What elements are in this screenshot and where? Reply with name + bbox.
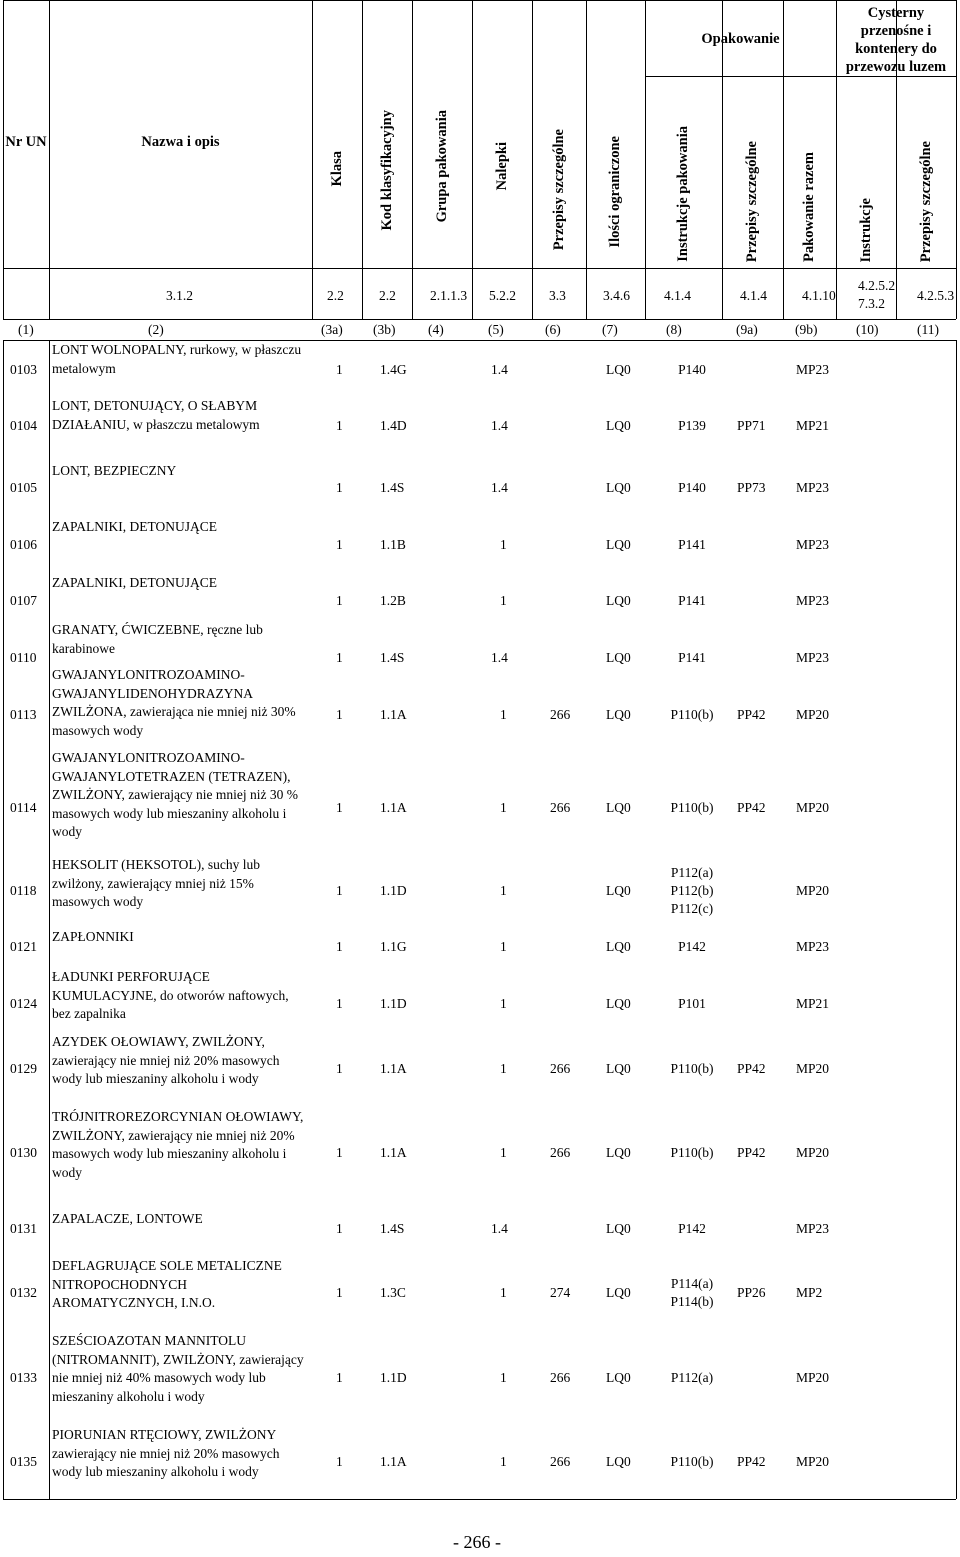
header-opakowanie: Opakowanie	[701, 31, 780, 47]
page-number: - 266 -	[453, 1532, 501, 1552]
un-number: 0107	[10, 593, 37, 608]
column-number: (9a)	[736, 322, 758, 337]
przepisy-pakowania-value: PP42	[737, 1454, 766, 1469]
nalepki-value: 1	[500, 1285, 507, 1300]
header-cysterny-line: kontenery do	[855, 41, 937, 57]
instrukcje-pakowania-value: P110(b)	[670, 1061, 714, 1076]
substance-name: LONT WOLNOPALNY, rurkowy, w płaszczu metalowym	[52, 342, 302, 376]
przepisy-pakowania-value: PP73	[737, 480, 766, 495]
instrukcje-pakowania-value: P142	[678, 1221, 706, 1236]
ref-number: 4.2.5.2	[858, 278, 896, 293]
instrukcje-pakowania-value: P141	[678, 650, 706, 665]
header-nr-un: Nr UN	[5, 134, 47, 150]
ref-number: 5.2.2	[489, 288, 516, 303]
instrukcje-pakowania-value: P110(b)	[670, 707, 714, 722]
header-kod: Kod klasyfikacyjny	[379, 109, 395, 230]
nalepki-value: 1	[500, 593, 507, 608]
kod-value: 1.4S	[380, 650, 405, 665]
column-number: (5)	[488, 322, 504, 337]
header-przepisy-pak: Przepisy szczególne	[744, 140, 760, 262]
column-number: (10)	[856, 322, 879, 337]
instrukcje-pakowania-value: P110(b)	[670, 800, 714, 815]
kod-value: 1.4G	[380, 362, 407, 377]
ref-number: 4.1.4	[740, 288, 767, 303]
un-number: 0104	[10, 418, 37, 433]
column-number: (9b)	[795, 322, 818, 337]
klasa-value: 1	[336, 939, 343, 954]
klasa-value: 1	[336, 1285, 343, 1300]
cysterny-group-rule	[836, 76, 956, 77]
pakowanie-razem-value: MP20	[796, 800, 830, 815]
substance-name: PIORUNIAN RTĘCIOWY, ZWILŻONY zawierający nie mniej niż 20% masowych wody lub mieszaniny alkoholu i wody	[52, 1427, 280, 1479]
substance-name: ZAPALNIKI, DETONUJĄCE	[52, 519, 217, 534]
header-nalepki: Nalepki	[494, 141, 510, 190]
ref-number: 3.4.6	[603, 288, 630, 303]
un-number: 0103	[10, 362, 37, 377]
instrukcje-pakowania-value: P140	[678, 480, 706, 495]
un-number: 0118	[10, 883, 37, 898]
klasa-value: 1	[336, 996, 343, 1011]
un-number: 0113	[10, 707, 37, 722]
header-cysterny-line: przenośne i	[860, 23, 932, 39]
pakowanie-razem-value: MP23	[796, 650, 830, 665]
kod-value: 1.4D	[380, 418, 407, 433]
ref-number: 4.1.4	[664, 288, 691, 303]
ilosci-value: LQ0	[606, 883, 631, 898]
ilosci-value: LQ0	[606, 1370, 631, 1385]
substance-name: AZYDEK OŁOWIAWY, ZWILŻONY, zawierający nie mniej niż 20% masowych wody lub mieszaniny alkoholu i wody	[52, 1034, 280, 1086]
substance-name: DEFLAGRUJĄCE SOLE METALICZNE NITROPOCHODNYCH AROMATYCZNYCH, I.N.O.	[52, 1258, 282, 1310]
ilosci-value: LQ0	[606, 362, 631, 377]
kod-value: 1.1D	[380, 996, 407, 1011]
header-column-rule	[3, 0, 4, 319]
un-number: 0121	[10, 939, 37, 954]
nalepki-value: 1	[500, 1370, 507, 1385]
substance-name: LONT, DETONUJĄCY, O SŁABYM DZIAŁANIU, w płaszczu metalowym	[52, 398, 260, 432]
ilosci-value: LQ0	[606, 800, 631, 815]
pakowanie-razem-value: MP2	[796, 1285, 823, 1300]
column-number: (1)	[18, 322, 34, 337]
klasa-value: 1	[336, 362, 343, 377]
ref-number: 4.2.5.3	[917, 288, 955, 303]
pakowanie-razem-value: MP23	[796, 362, 830, 377]
nalepki-value: 1.4	[491, 1221, 508, 1236]
header-column-rule	[412, 0, 413, 319]
kod-value: 1.1D	[380, 1370, 407, 1385]
nalepki-value: 1.4	[491, 418, 508, 433]
un-number: 0106	[10, 537, 37, 552]
pakowanie-razem-value: MP23	[796, 480, 830, 495]
przepisy-pakowania-value: PP71	[737, 418, 766, 433]
header-column-rule	[532, 0, 533, 319]
pakowanie-razem-value: MP20	[796, 1454, 830, 1469]
przepisy-value: 266	[550, 1061, 571, 1076]
pakowanie-razem-value: MP20	[796, 1370, 830, 1385]
instrukcje-pakowania-value: P114(b)	[670, 1294, 714, 1309]
un-number: 0132	[10, 1285, 37, 1300]
ref-number: 7.3.2	[858, 296, 885, 311]
un-number: 0130	[10, 1145, 37, 1160]
header-cysterny	[836, 4, 956, 76]
nalepki-value: 1	[500, 707, 507, 722]
instrukcje-pakowania-value: P112(b)	[670, 883, 714, 898]
nalepki-value: 1	[500, 883, 507, 898]
header-cysterny-line: przewozu luzem	[845, 59, 947, 75]
column-number: (2)	[148, 322, 164, 337]
nalepki-value: 1.4	[491, 650, 508, 665]
opakowanie-group-rule	[645, 76, 836, 77]
header-przepisy: Przepisy szczególne	[551, 128, 567, 250]
przepisy-pakowania-value: PP42	[737, 800, 766, 815]
ref-number: 2.2	[327, 288, 344, 303]
header-instrukcje: Instrukcje	[858, 197, 874, 262]
klasa-value: 1	[336, 418, 343, 433]
body-name-rule	[49, 340, 50, 1499]
nalepki-value: 1	[500, 1145, 507, 1160]
substance-name: ŁADUNKI PERFORUJĄCE KUMULACYJNE, do otworów naftowych, bez zapalnika	[52, 969, 289, 1021]
header-column-rule	[586, 0, 587, 319]
przepisy-value: 266	[550, 1145, 571, 1160]
column-number: (4)	[428, 322, 444, 337]
nalepki-value: 1.4	[491, 362, 508, 377]
kod-value: 1.1A	[380, 1145, 407, 1160]
un-number: 0114	[10, 800, 37, 815]
substance-name: ZAPALNIKI, DETONUJĄCE	[52, 575, 217, 590]
substance-name: ZAPALACZE, LONTOWE	[52, 1211, 203, 1226]
kod-value: 1.1A	[380, 1061, 407, 1076]
ilosci-value: LQ0	[606, 593, 631, 608]
body-right-rule	[956, 340, 957, 1499]
kod-value: 1.1A	[380, 707, 407, 722]
kod-value: 1.1A	[380, 1454, 407, 1469]
body-left-rule	[3, 340, 4, 1499]
ilosci-value: LQ0	[606, 1221, 631, 1236]
przepisy-value: 266	[550, 707, 571, 722]
header-bottom-rule	[3, 319, 956, 320]
header-ilosci: Ilości ograniczone	[607, 136, 623, 248]
column-number: (11)	[917, 322, 939, 337]
substance-name: GWAJANYLONITROZOAMINO-GWAJANYLIDENOHYDRAZYNA ZWILŻONA, zawierająca nie mniej niż 30% masowych wody	[52, 667, 296, 738]
header-refs-rule	[3, 268, 956, 269]
przepisy-pakowania-value: PP26	[737, 1285, 766, 1300]
klasa-value: 1	[336, 707, 343, 722]
pakowanie-razem-value: MP20	[796, 1061, 830, 1076]
pakowanie-razem-value: MP20	[796, 883, 830, 898]
pakowanie-razem-value: MP23	[796, 593, 830, 608]
instrukcje-pakowania-value: P101	[678, 996, 706, 1011]
un-number: 0133	[10, 1370, 37, 1385]
ilosci-value: LQ0	[606, 707, 631, 722]
klasa-value: 1	[336, 883, 343, 898]
substance-name: GWAJANYLONITROZOAMINO-GWAJANYLOTETRAZEN (TETRAZEN), ZWILŻONY, zawierający nie mniej niż 30 % masowych wody lub mieszaniny alkoholu i wody	[52, 750, 299, 839]
header-column-rule	[472, 0, 473, 319]
nalepki-value: 1.4	[491, 480, 508, 495]
klasa-value: 1	[336, 1145, 343, 1160]
przepisy-pakowania-value: PP42	[737, 707, 766, 722]
header-instrukcje-pak: Instrukcje pakowania	[675, 126, 691, 262]
ilosci-value: LQ0	[606, 1061, 631, 1076]
pakowanie-razem-value: MP20	[796, 707, 830, 722]
pakowanie-razem-value: MP20	[796, 1145, 830, 1160]
column-number: (3a)	[321, 322, 343, 337]
ref-number: 3.1.2	[166, 288, 193, 303]
header-column-rule	[312, 0, 313, 319]
un-number: 0131	[10, 1221, 37, 1236]
un-number: 0129	[10, 1061, 37, 1076]
column-number: (6)	[545, 322, 561, 337]
header-column-rule	[49, 0, 50, 319]
instrukcje-pakowania-value: P141	[678, 537, 706, 552]
przepisy-value: 266	[550, 800, 571, 815]
instrukcje-pakowania-value: P112(a)	[670, 1370, 714, 1385]
substance-name: LONT, BEZPIECZNY	[52, 463, 177, 478]
nalepki-value: 1	[500, 996, 507, 1011]
nalepki-value: 1	[500, 1061, 507, 1076]
kod-value: 1.1D	[380, 883, 407, 898]
body-bottom-rule	[3, 1499, 956, 1500]
ilosci-value: LQ0	[606, 480, 631, 495]
ref-number: 4.1.10	[802, 288, 836, 303]
klasa-value: 1	[336, 1221, 343, 1236]
header-column-rule	[956, 0, 957, 319]
przepisy-pakowania-value: PP42	[737, 1145, 766, 1160]
substance-name: SZEŚCIOAZOTAN MANNITOLU (NITROMANNIT), ZWILŻONY, zawierający nie mniej niż 40% masowych wody lub mieszaniny alkoholu i wody	[52, 1333, 304, 1404]
ilosci-value: LQ0	[606, 996, 631, 1011]
ref-number: 3.3	[549, 288, 566, 303]
ilosci-value: LQ0	[606, 650, 631, 665]
header-name: Nazwa i opis	[141, 134, 220, 150]
kod-value: 1.1G	[380, 939, 407, 954]
nalepki-value: 1	[500, 939, 507, 954]
pakowanie-razem-value: MP21	[796, 418, 830, 433]
instrukcje-pakowania-value: P140	[678, 362, 706, 377]
instrukcje-pakowania-value: P112(a)	[670, 865, 714, 880]
column-number: (8)	[666, 322, 682, 337]
ref-number: 2.1.1.3	[430, 288, 468, 303]
ilosci-value: LQ0	[606, 537, 631, 552]
nalepki-value: 1	[500, 1454, 507, 1469]
substance-name: HEKSOLIT (HEKSOTOL), suchy lub zwilżony, zawierający mniej niż 15% masowych wody	[52, 857, 260, 909]
ilosci-value: LQ0	[606, 939, 631, 954]
header-grupa: Grupa pakowania	[434, 109, 450, 222]
nalepki-value: 1	[500, 800, 507, 815]
przepisy-value: 274	[550, 1285, 571, 1300]
ilosci-value: LQ0	[606, 1285, 631, 1300]
kod-value: 1.4S	[380, 1221, 405, 1236]
instrukcje-pakowania-value: P112(c)	[670, 901, 714, 916]
column-number: (7)	[602, 322, 618, 337]
un-number: 0124	[10, 996, 37, 1011]
header-top-rule	[3, 0, 956, 1]
instrukcje-pakowania-value: P110(b)	[670, 1454, 714, 1469]
header-column-rule	[362, 0, 363, 319]
przepisy-value: 266	[550, 1454, 571, 1469]
substance-name: GRANATY, ĆWICZEBNE, ręczne lub karabinowe	[52, 622, 263, 656]
ilosci-value: LQ0	[606, 1145, 631, 1160]
kod-value: 1.2B	[380, 593, 406, 608]
un-number: 0135	[10, 1454, 37, 1469]
kod-value: 1.3C	[380, 1285, 406, 1300]
kod-value: 1.4S	[380, 480, 405, 495]
klasa-value: 1	[336, 650, 343, 665]
kod-value: 1.1A	[380, 800, 407, 815]
klasa-value: 1	[336, 1370, 343, 1385]
instrukcje-pakowania-value: P141	[678, 593, 706, 608]
substance-name: ZAPŁONNIKI	[52, 929, 134, 944]
un-number: 0105	[10, 480, 37, 495]
pakowanie-razem-value: MP23	[796, 537, 830, 552]
przepisy-value: 266	[550, 1370, 571, 1385]
instrukcje-pakowania-value: P114(a)	[670, 1276, 714, 1291]
klasa-value: 1	[336, 593, 343, 608]
ilosci-value: LQ0	[606, 1454, 631, 1469]
klasa-value: 1	[336, 537, 343, 552]
pakowanie-razem-value: MP21	[796, 996, 830, 1011]
klasa-value: 1	[336, 480, 343, 495]
instrukcje-pakowania-value: P110(b)	[670, 1145, 714, 1160]
pakowanie-razem-value: MP23	[796, 939, 830, 954]
instrukcje-pakowania-value: P139	[678, 418, 706, 433]
kod-value: 1.1B	[380, 537, 406, 552]
klasa-value: 1	[336, 800, 343, 815]
klasa-value: 1	[336, 1454, 343, 1469]
un-number: 0110	[10, 650, 37, 665]
column-number: (3b)	[373, 322, 396, 337]
substance-name: TRÓJNITROREZORCYNIAN OŁOWIAWY, ZWILŻONY, zawierający nie mniej niż 20% masowych wody lub mieszaniny alkoholu i wody	[52, 1109, 304, 1180]
pakowanie-razem-value: MP23	[796, 1221, 830, 1236]
header-klasa: Klasa	[329, 150, 345, 186]
przepisy-pakowania-value: PP42	[737, 1061, 766, 1076]
nalepki-value: 1	[500, 537, 507, 552]
header-pakowanie-razem: Pakowanie razem	[801, 152, 817, 262]
ref-number: 2.2	[379, 288, 396, 303]
ilosci-value: LQ0	[606, 418, 631, 433]
klasa-value: 1	[336, 1061, 343, 1076]
header-przepisy-cyst: Przepisy szczególne	[918, 140, 934, 262]
header-cysterny-line: Cysterny	[867, 5, 925, 21]
instrukcje-pakowania-value: P142	[678, 939, 706, 954]
